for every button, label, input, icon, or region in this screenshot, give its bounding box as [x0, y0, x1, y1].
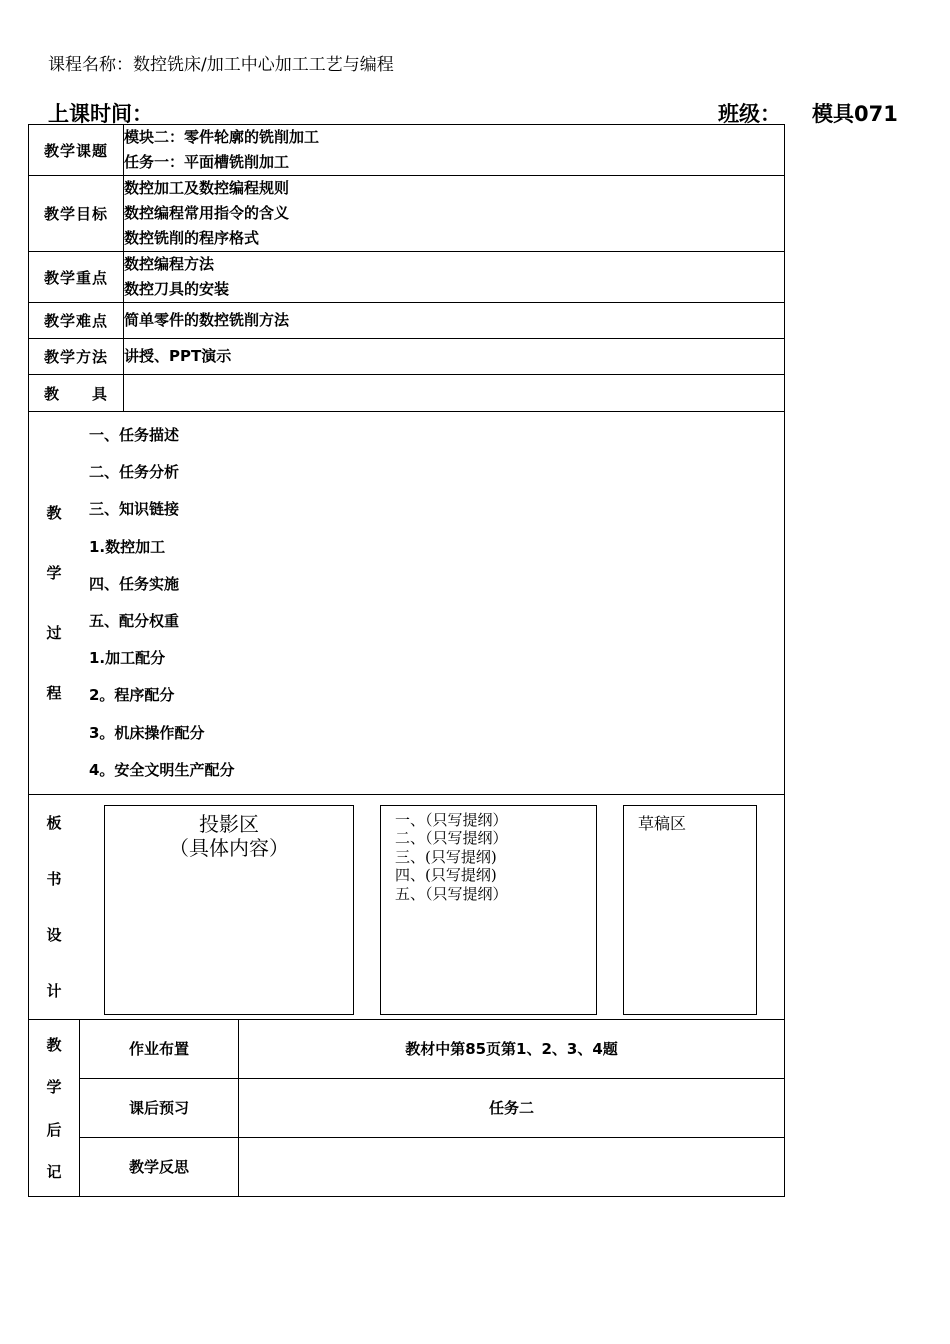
draft-area	[623, 805, 757, 1015]
outline-item: 五、（只写提纲）	[395, 884, 508, 903]
course-name: 课程名称：数控铣床/加工中心加工工艺与编程	[48, 55, 394, 75]
class-value: 模具071	[812, 102, 898, 126]
after-row-reflection	[29, 1137, 784, 1196]
difficulty-content: 简单零件的数控铣削方法	[124, 303, 785, 339]
after-label-char: 教	[46, 1035, 62, 1054]
after-label	[29, 1023, 79, 1193]
method-label: 教学方法	[29, 339, 124, 375]
tools-content	[124, 375, 785, 412]
homework-value: 教材中第85页第1、2、3、4题	[239, 1020, 785, 1079]
process-label-char: 学	[46, 563, 62, 582]
goal-label: 教学目标	[29, 176, 124, 252]
topic-line: 任务一：平面槽铣削加工	[124, 153, 290, 171]
board-label-char: 板	[46, 814, 62, 833]
process-item: 1.加工配分	[89, 649, 166, 668]
after-label-cell	[29, 1020, 80, 1196]
tools-label: 教 具	[29, 375, 124, 412]
after-label-char: 后	[46, 1120, 62, 1139]
row-difficulty	[29, 303, 785, 339]
board-area	[29, 795, 784, 1019]
goal-line: 数控铣削的程序格式	[124, 229, 260, 247]
row-goal	[29, 176, 785, 252]
after-cell	[29, 1019, 785, 1196]
row-topic	[29, 125, 785, 176]
process-label-char: 过	[46, 623, 62, 642]
after-row-preview	[29, 1078, 784, 1137]
method-content: 讲授、PPT演示	[124, 339, 785, 375]
preview-value: 任务二	[239, 1078, 785, 1137]
row-after	[29, 1019, 785, 1196]
topic-line: 模块二：零件轮廓的铣削加工	[124, 128, 320, 146]
process-item: 一、任务描述	[89, 426, 180, 444]
row-process	[29, 412, 785, 795]
topic-content	[124, 125, 785, 176]
goal-line: 数控编程常用指令的含义	[124, 204, 290, 222]
process-cell	[29, 412, 785, 795]
board-label-char: 设	[46, 926, 62, 945]
process-label	[29, 482, 79, 722]
process-list	[29, 412, 784, 794]
goal-line: 数控加工及数控编程规则	[124, 179, 290, 197]
draft-title: 草稿区	[638, 813, 687, 833]
class-label: 班级：	[718, 102, 781, 126]
reflection-value	[239, 1137, 785, 1196]
row-key	[29, 252, 785, 303]
process-item: 四、任务实施	[89, 574, 180, 593]
key-label: 教学重点	[29, 252, 124, 303]
process-label-char: 程	[46, 683, 62, 702]
process-item: 1.数控加工	[89, 537, 166, 556]
after-table	[29, 1020, 784, 1196]
key-line: 数控编程方法	[124, 255, 215, 273]
key-line: 数控刀具的安装	[124, 280, 230, 298]
topic-label: 教学课题	[29, 125, 124, 176]
row-tools	[29, 375, 785, 412]
class-time-label: 上课时间：	[48, 102, 153, 126]
homework-label: 作业布置	[80, 1020, 239, 1079]
board-label	[29, 795, 79, 1019]
projection-title: 投影区	[199, 811, 259, 836]
process-item: 2。程序配分	[89, 686, 175, 705]
outline-area	[380, 805, 597, 1015]
row-method	[29, 339, 785, 375]
process-item: 4。安全文明生产配分	[89, 760, 235, 779]
process-item: 二、任务分析	[89, 463, 180, 482]
board-cell	[29, 794, 785, 1019]
outline-item: 二、（只写提纲）	[395, 829, 508, 848]
lesson-plan-table	[28, 124, 785, 1197]
after-label-char: 记	[46, 1163, 62, 1182]
process-item: 3。机床操作配分	[89, 723, 205, 742]
projection-subtitle: （具体内容）	[169, 835, 289, 860]
process-label-char: 教	[46, 503, 62, 522]
outline-item: 一、（只写提纲）	[395, 810, 508, 829]
row-board	[29, 794, 785, 1019]
board-label-char: 书	[46, 870, 62, 889]
outline-item: 三、(只写提纲)	[395, 847, 497, 866]
preview-label: 课后预习	[80, 1078, 239, 1137]
board-label-char: 计	[46, 982, 62, 1001]
after-label-char: 学	[46, 1078, 62, 1097]
process-item: 三、知识链接	[89, 500, 180, 519]
process-item: 五、配分权重	[89, 611, 180, 630]
outline-item: 四、(只写提纲)	[395, 866, 497, 885]
reflection-label: 教学反思	[80, 1137, 239, 1196]
difficulty-label: 教学难点	[29, 303, 124, 339]
projection-area	[104, 805, 354, 1015]
after-row-homework	[29, 1020, 784, 1079]
goal-content	[124, 176, 785, 252]
key-content	[124, 252, 785, 303]
